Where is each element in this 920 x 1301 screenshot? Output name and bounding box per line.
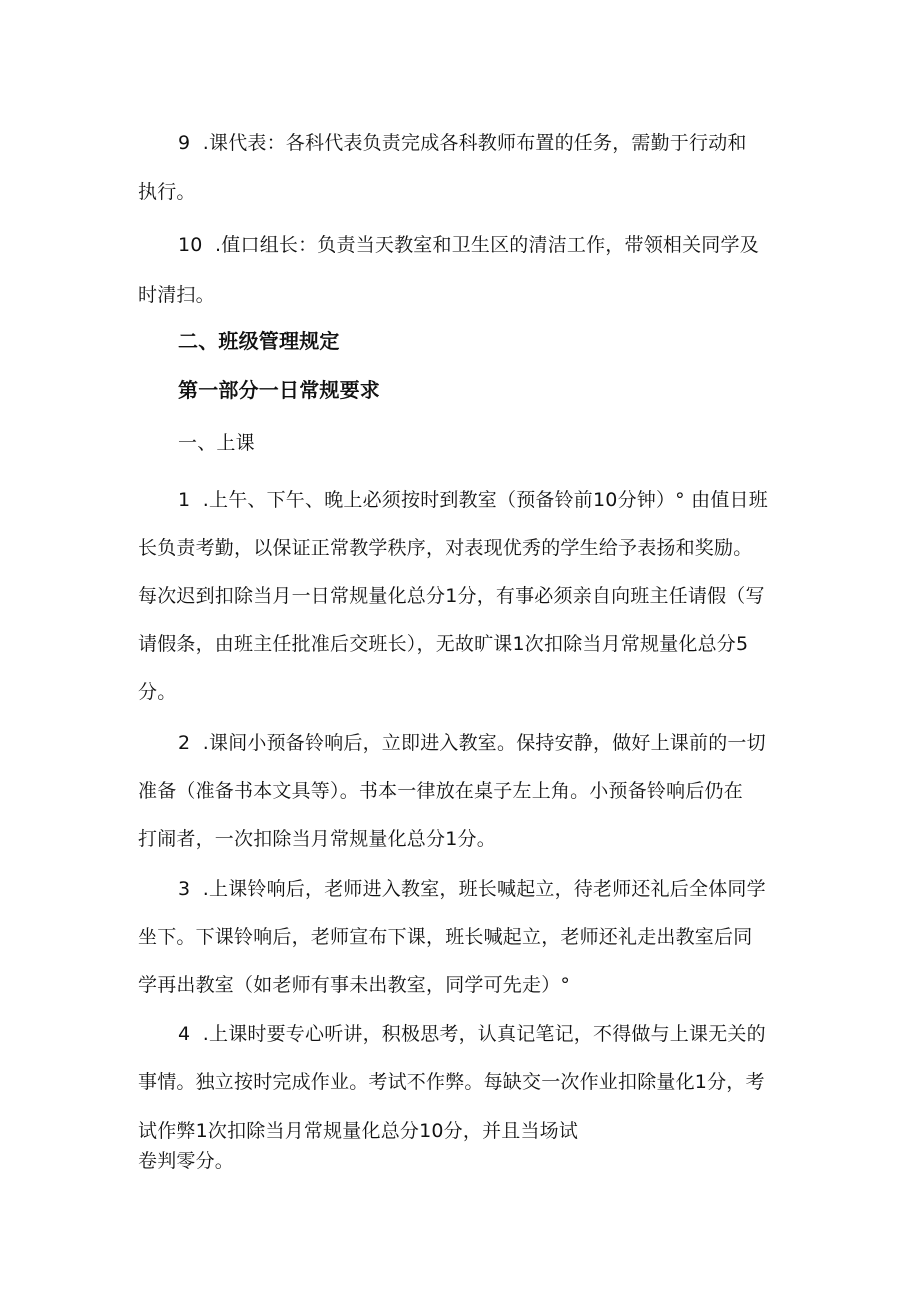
item-10-line-2: 时清扫。	[138, 284, 215, 306]
rule-1-line-3: 每次迟到扣除当月一日常规量化总分1分，有事必须亲自向班主任请假（写	[138, 585, 765, 607]
item-9-line-1: 9 .课代表：各科代表负责完成各科教师布置的任务，需勤于行动和	[178, 132, 747, 154]
rule-1-line-1: 1 .上午、下午、晚上必须按时到教室（预备铃前10分钟）° 由值日班	[178, 489, 768, 511]
section-heading: 二、班级管理规定	[178, 329, 340, 353]
rule-2-line-3: 打闹者，一次扣除当月常规量化总分1分。	[138, 828, 496, 850]
rule-4-line-3: 试作弊1次扣除当月常规量化总分10分，并且当场试	[138, 1120, 579, 1142]
rule-1-line-4: 请假条，由班主任批准后交班长），无故旷课1次扣除当月常规量化总分5	[138, 633, 749, 655]
rule-3-line-3: 学再出教室（如老师有事未出教室，同学可先走）°	[138, 974, 571, 996]
rule-4-line-2: 事情。独立按时完成作业。考试不作弊。每缺交一次作业扣除量化1分，考	[138, 1071, 765, 1093]
subsection-heading: 第一部分一日常规要求	[178, 378, 380, 402]
rule-4-line-1: 4 .上课时要专心听讲，积极思考，认真记笔记，不得做与上课无关的	[178, 1023, 766, 1045]
topic-heading: 一、上课	[178, 432, 255, 454]
rule-1-line-2: 长负责考勤，以保证正常教学秩序，对表现优秀的学生给予表扬和奖励。	[138, 537, 753, 559]
rule-2-line-2: 准备（准备书本文具等）。书本一律放在桌子左上角。小预备铃响后仍在	[138, 780, 743, 802]
item-10-line-1: 10 .值口组长：负责当天教室和卫生区的清洁工作，带领相关同学及	[178, 234, 759, 256]
rule-4-line-4: 卷判零分。	[138, 1150, 235, 1172]
rule-3-line-1: 3 .上课铃响后，老师进入教室，班长喊起立，待老师还礼后全体同学	[178, 878, 766, 900]
rule-2-line-1: 2 .课间小预备铃响后，立即进入教室。保持安静，做好上课前的一切	[178, 732, 766, 754]
rule-3-line-2: 坐下。下课铃响后，老师宣布下课，班长喊起立，老师还礼走出教室后同	[138, 926, 753, 948]
rule-1-line-5: 分。	[138, 681, 177, 703]
item-9-line-2: 执行。	[138, 181, 196, 203]
